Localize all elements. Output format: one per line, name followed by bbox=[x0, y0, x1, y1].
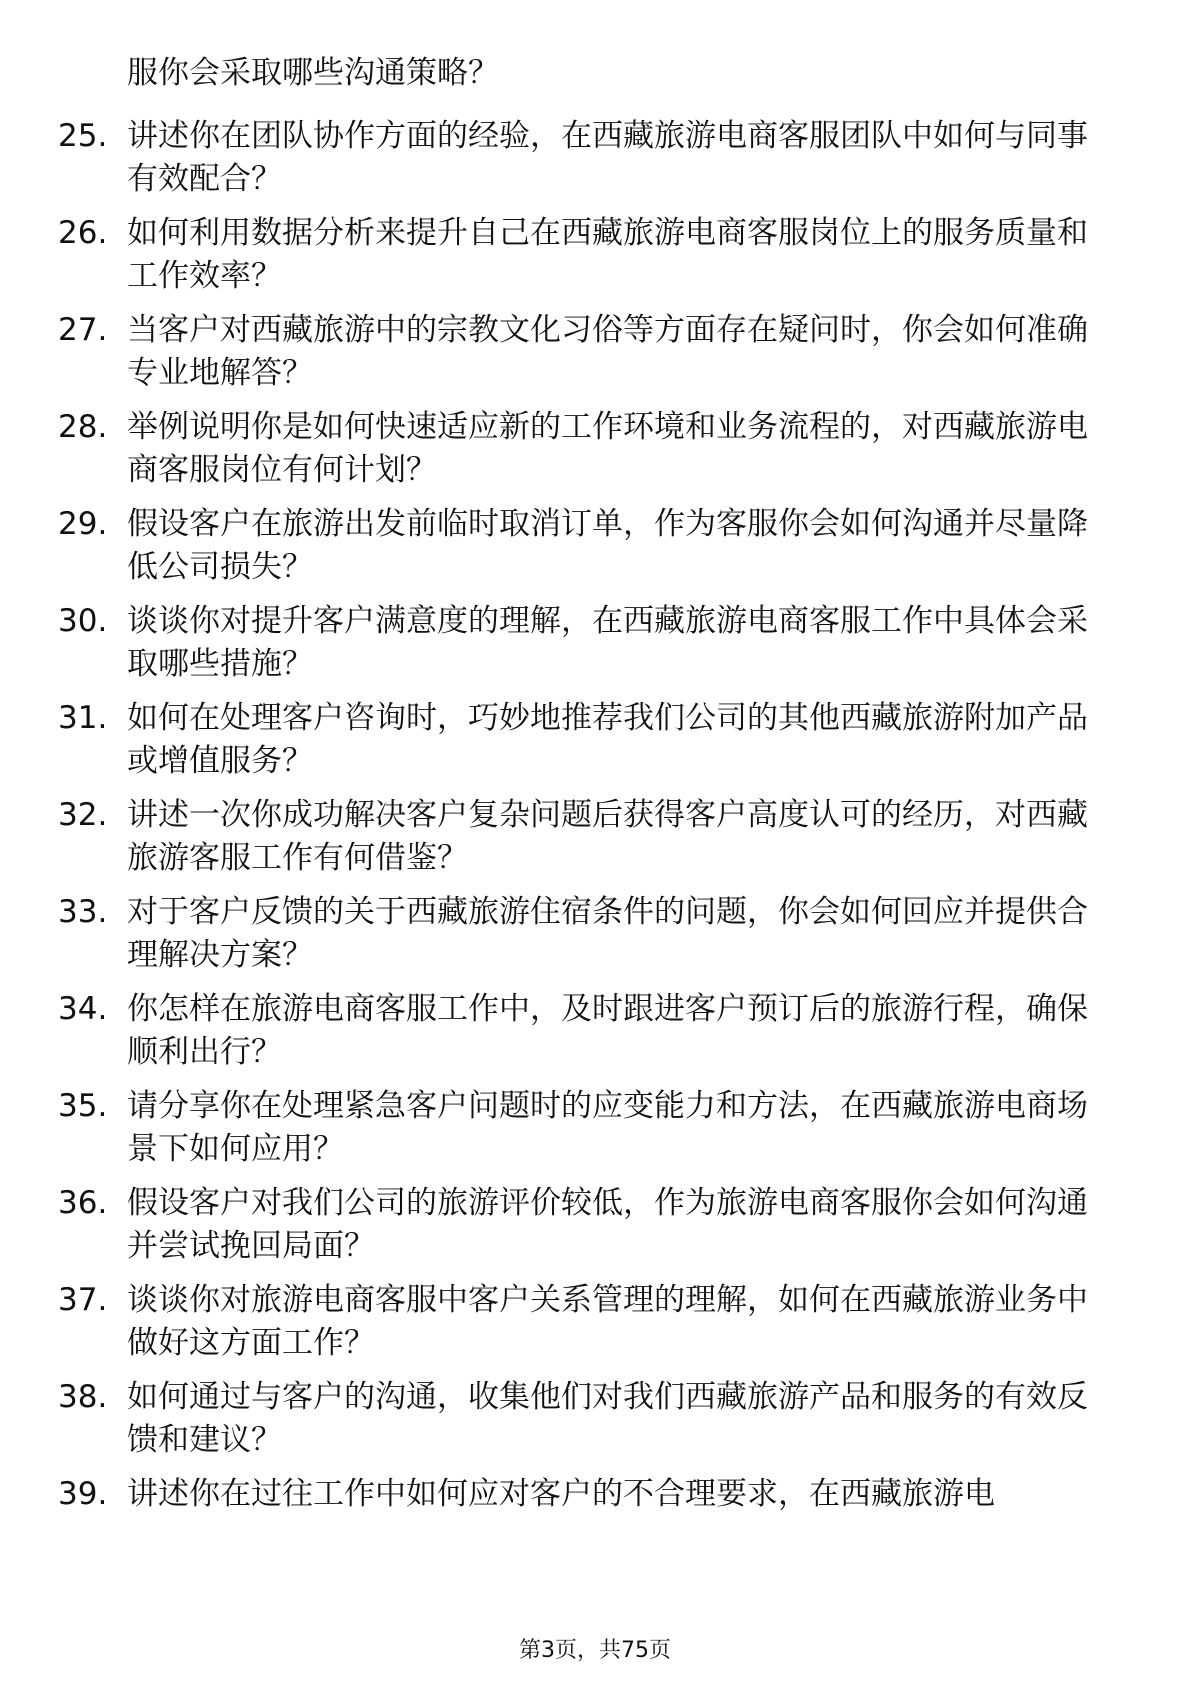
question-number: 31. bbox=[58, 700, 108, 736]
question-item bbox=[0, 503, 1190, 600]
question-number: 39. bbox=[58, 1476, 108, 1512]
page-number: 第3页，共75页 bbox=[519, 1638, 671, 1663]
question-text: 讲述一次你成功解决客户复杂问题后获得客户高度认可的经历，对西藏旅游客服工作有何借鉴？ bbox=[127, 797, 1088, 876]
question-number: 36. bbox=[58, 1185, 108, 1221]
question-number: 32. bbox=[58, 797, 108, 833]
question-text: 讲述你在团队协作方面的经验，在西藏旅游电商客服团队中如何与同事有效配合？ bbox=[127, 118, 1088, 197]
question-item bbox=[0, 212, 1190, 309]
question-item bbox=[0, 115, 1190, 212]
question-number: 29. bbox=[58, 506, 108, 542]
question-number: 33. bbox=[58, 894, 108, 930]
question-item bbox=[0, 988, 1190, 1085]
question-number: 28. bbox=[58, 409, 108, 445]
question-number: 25. bbox=[58, 118, 108, 154]
question-text: 谈谈你对旅游电商客服中客户关系管理的理解，如何在西藏旅游业务中做好这方面工作？ bbox=[127, 1282, 1088, 1361]
question-item bbox=[0, 1473, 1190, 1570]
question-text: 举例说明你是如何快速适应新的工作环境和业务流程的，对西藏旅游电商客服岗位有何计划？ bbox=[127, 409, 1088, 488]
question-text: 如何通过与客户的沟通，收集他们对我们西藏旅游产品和服务的有效反馈和建议？ bbox=[127, 1379, 1088, 1458]
question-item bbox=[0, 891, 1190, 988]
question-number: 30. bbox=[58, 603, 108, 639]
question-item bbox=[0, 406, 1190, 503]
question-item bbox=[0, 1182, 1190, 1279]
question-item bbox=[0, 697, 1190, 794]
question-item bbox=[0, 794, 1190, 891]
question-number: 37. bbox=[58, 1282, 108, 1318]
question-number: 34. bbox=[58, 991, 108, 1027]
question-number: 27. bbox=[58, 312, 108, 348]
question-text: 谈谈你对提升客户满意度的理解，在西藏旅游电商客服工作中具体会采取哪些措施？ bbox=[127, 603, 1088, 682]
question-number: 38. bbox=[58, 1379, 108, 1415]
question-text: 请分享你在处理紧急客户问题时的应变能力和方法，在西藏旅游电商场景下如何应用？ bbox=[127, 1088, 1088, 1167]
question-text: 假设客户在旅游出发前临时取消订单，作为客服你会如何沟通并尽量降低公司损失？ bbox=[127, 506, 1088, 585]
question-number: 26. bbox=[58, 215, 108, 251]
question-text: 如何在处理客户咨询时，巧妙地推荐我们公司的其他西藏旅游附加产品或增值服务？ bbox=[127, 700, 1088, 779]
question-item bbox=[0, 309, 1190, 406]
question-item bbox=[0, 1085, 1190, 1182]
continued-question-text: 服你会采取哪些沟通策略？ bbox=[127, 55, 499, 91]
question-text: 你怎样在旅游电商客服工作中，及时跟进客户预订后的旅游行程，确保顺利出行？ bbox=[127, 991, 1088, 1070]
question-item bbox=[0, 600, 1190, 697]
question-text: 假设客户对我们公司的旅游评价较低，作为旅游电商客服你会如何沟通并尝试挽回局面？ bbox=[127, 1185, 1088, 1264]
question-number: 35. bbox=[58, 1088, 108, 1124]
question-text: 讲述你在过往工作中如何应对客户的不合理要求，在西藏旅游电 bbox=[127, 1476, 995, 1512]
question-text: 对于客户反馈的关于西藏旅游住宿条件的问题，你会如何回应并提供合理解决方案？ bbox=[127, 894, 1088, 973]
question-text: 如何利用数据分析来提升自己在西藏旅游电商客服岗位上的服务质量和工作效率？ bbox=[127, 215, 1088, 294]
question-item bbox=[0, 1279, 1190, 1376]
question-list bbox=[0, 115, 1190, 1570]
question-item bbox=[0, 1376, 1190, 1473]
question-text: 当客户对西藏旅游中的宗教文化习俗等方面存在疑问时，你会如何准确专业地解答？ bbox=[127, 312, 1088, 391]
